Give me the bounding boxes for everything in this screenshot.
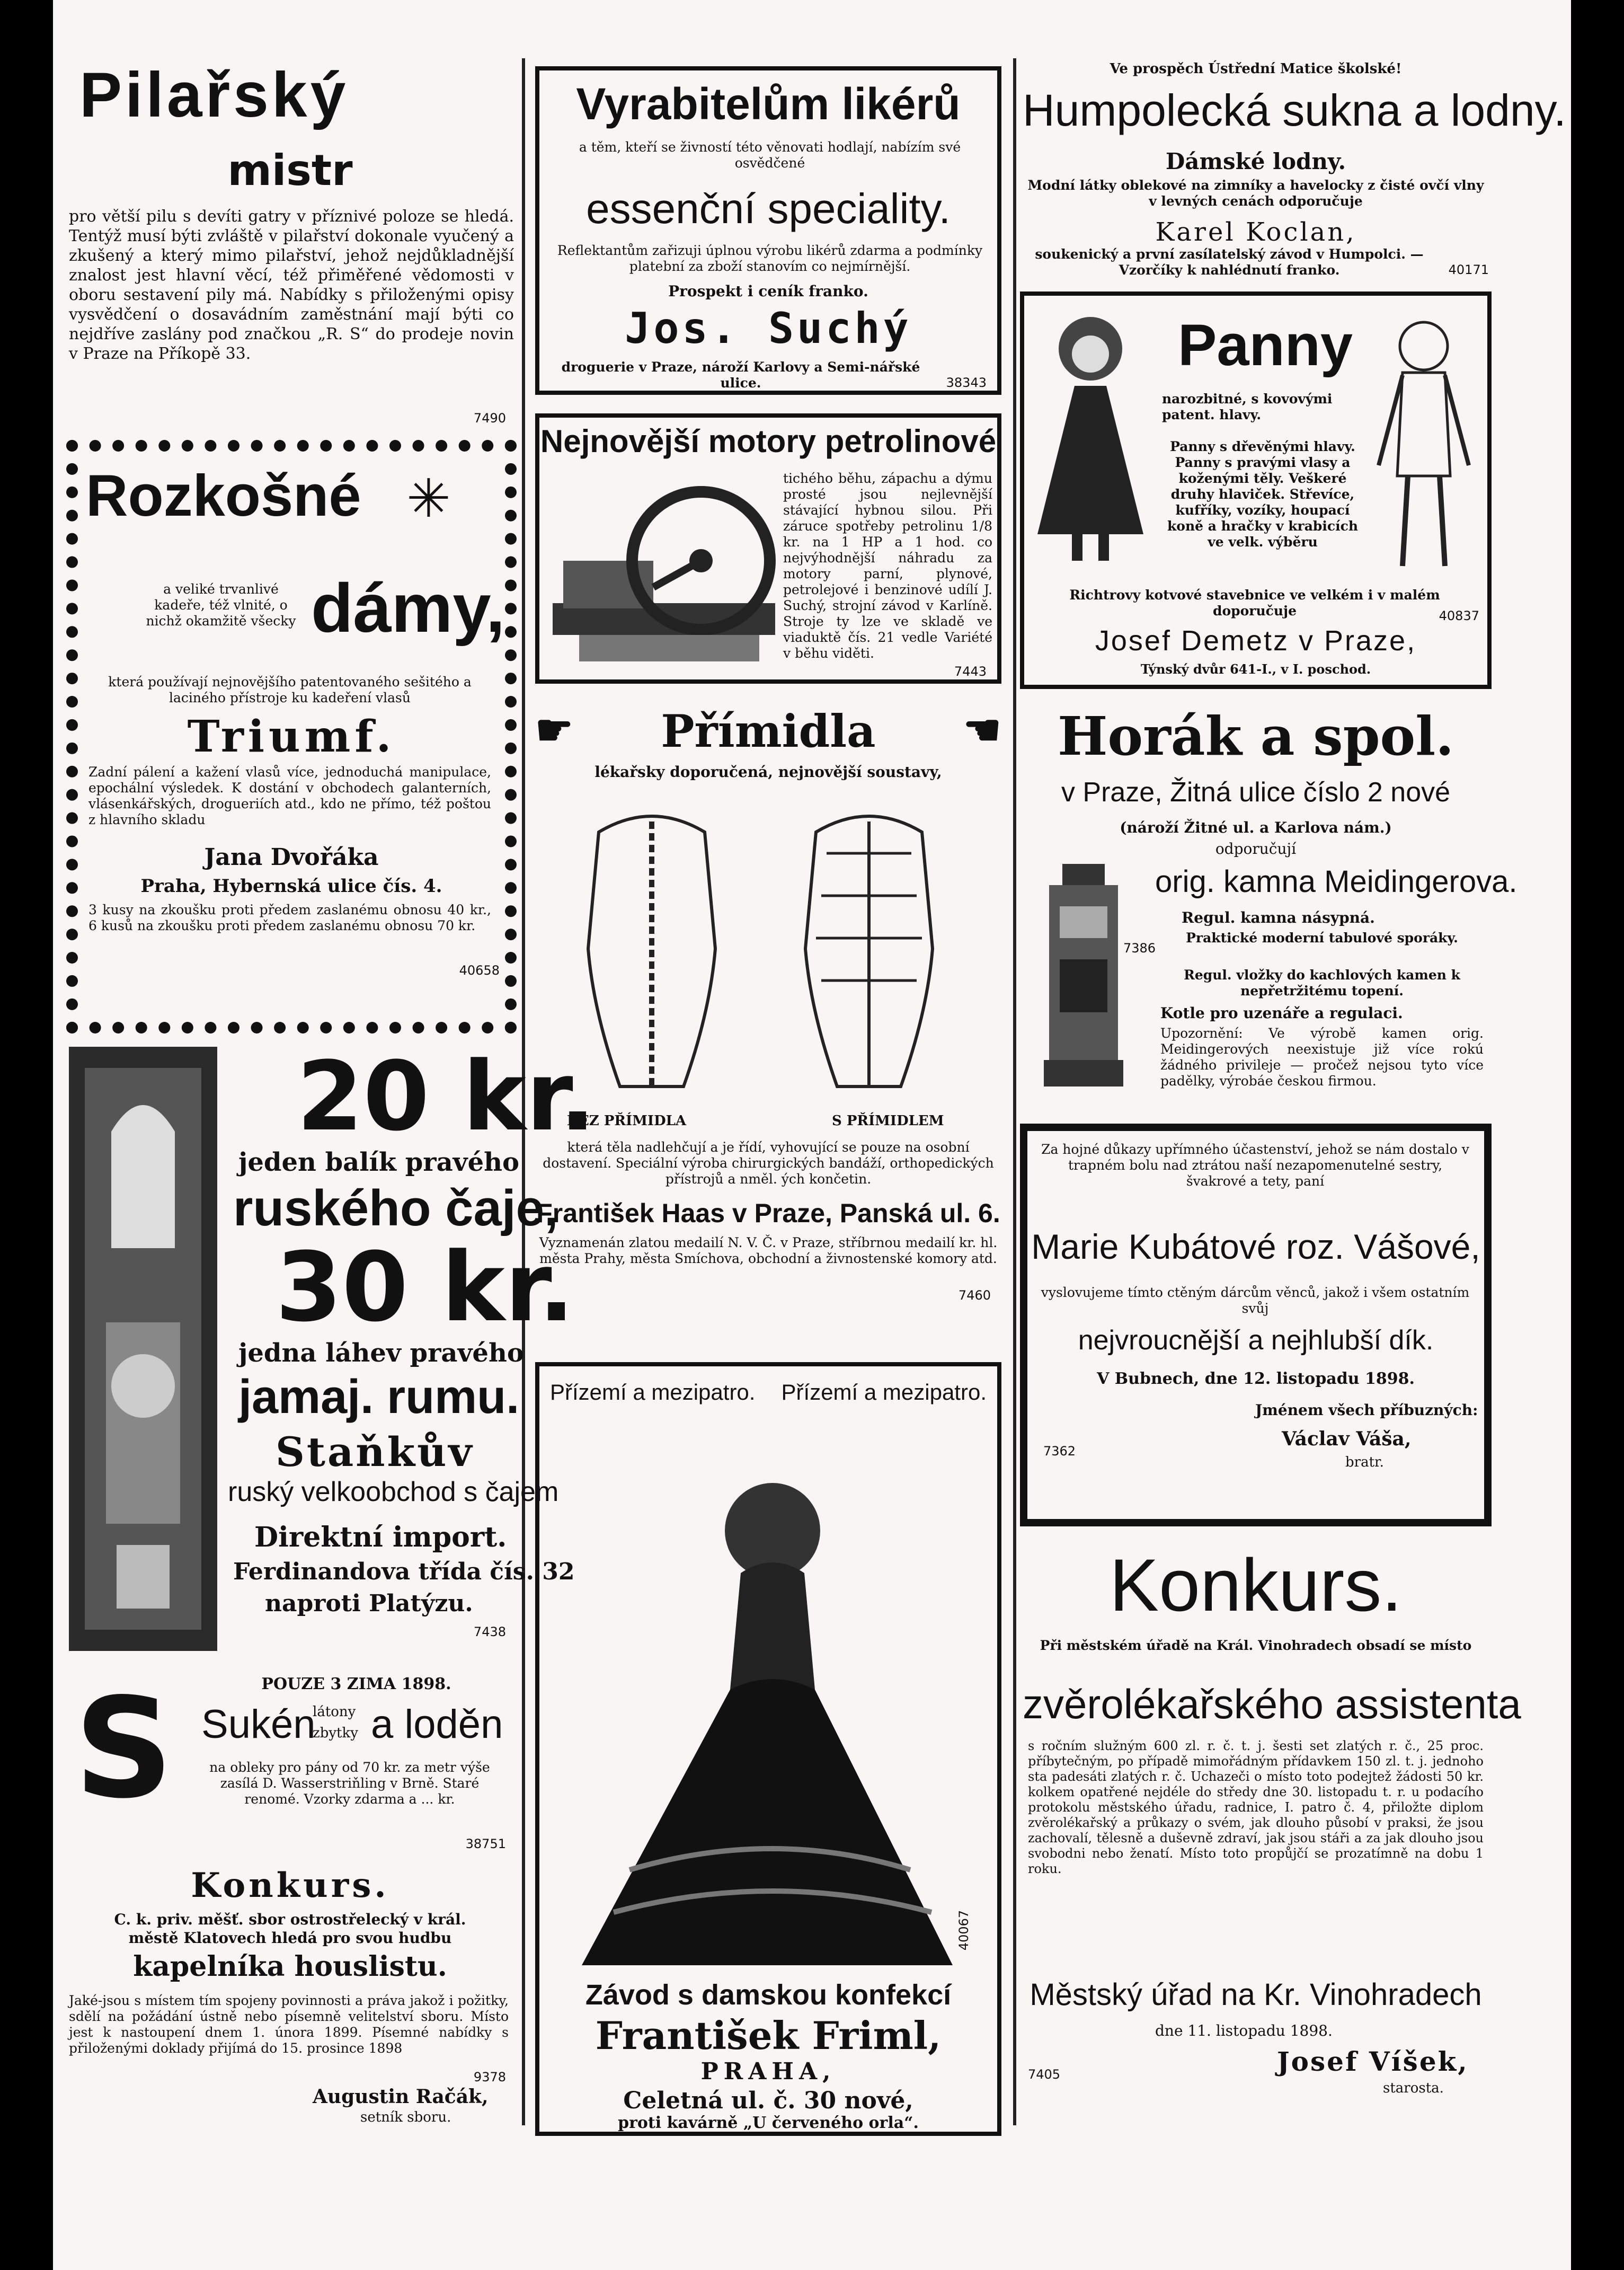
ad-text: lékařsky doporučená, nejnovější soustavy, (594, 763, 942, 781)
ad-firm: Jos. Suchý (625, 304, 912, 353)
ad-address: naproti Platýzu. (265, 1590, 473, 1617)
ad-text: Přízemí a mezipatro. (781, 1380, 987, 1405)
ad-body: pro větší pilu s devíti gatry v příznivé poloze se hledá. Tentýž musí býti zvláště v pilařství dokonale vyučený a zkušený a který mimo pilařství, jehož nejdůkladnější znalost jest hlavní věcí, též přiměřené vědomosti v oboru sestavení pily má. Nabídky s přiloženými opisy vysvědčení o dosavádním zaměstnání mají býti co nejdříve zaslány pod značkou „R. S“ do prodeje novin v Praze na Příkopě 33. (69, 207, 514, 363)
ad-title: Horák a spol. (1057, 705, 1454, 767)
ad-text: Reflektantům zařizuji úplnou výrobu likérů zdarma a podmínky platební za zboží stanovím co nejmírnější. (557, 243, 983, 274)
ad-text: Prospekt i ceník franko. (668, 282, 868, 300)
ad-text: Richtrovy kotvové stavebnice ve velkém i v malém doporučuje (1069, 587, 1440, 619)
ad-body: která těla nadlehčují a je řídí, vyhovující se pouze na osobní dostavení. Speciální výroba chirurgických bandáží, orthopedických přístrojů a nměl. ých končetin. (543, 1140, 994, 1187)
ad-address: droguerie v Praze, nároží Karlovy a Semi-nářské ulice. (561, 359, 920, 391)
ad-body: Vyznamenán zlatou medailí N. V. Č. v Praze, stříbrnou medailí kr. hl. města Prahy, města Smíchova, obchodní a živnostenské komory atd. (539, 1235, 998, 1266)
ad-text: (nároží Žitné ul. a Karlova nám.) (1120, 819, 1392, 836)
ad-signature-title: setník sboru. (360, 2109, 451, 2125)
pointing-hand-icon: ☛ (963, 705, 1001, 755)
ad-address: Týnský dvůr 641-I., v I. poschod. (1140, 661, 1371, 677)
ad-title: Rozkošné (86, 463, 361, 528)
ad-text: jeden balík pravého (238, 1147, 520, 1177)
ad-vendor: Jana Dvořáka (204, 844, 379, 871)
ad-text: Jménem všech příbuzných: (1255, 1401, 1478, 1419)
column-rule (1013, 58, 1016, 2125)
caption-with: S PŘÍMIDLEM (832, 1113, 944, 1129)
ad-text: Upozornění: Ve výrobě kamen orig. Meidingerových neexistuje již více rokú žádného privileje — pročež nejsou tyto více padělky, výrobáe českou firmou. (1160, 1026, 1484, 1089)
ad-motory (535, 413, 1001, 684)
ad-header: Ve prospěch Ústřední Matice školské! (1110, 61, 1402, 77)
ad-number: 38343 (946, 375, 987, 390)
ad-signature-title: starosta. (1383, 2080, 1444, 2096)
ad-text: Regul. vložky do kachlových kamen k nepřetržitému topení. (1184, 967, 1460, 999)
ad-subtitle: mistr (227, 146, 353, 195)
ad-title: Panny (1178, 313, 1353, 378)
ad-headline: essenční speciality. (586, 185, 951, 232)
ad-name: Karel Koclan, (1155, 217, 1356, 247)
ad-number: 7362 (1043, 1444, 1076, 1459)
ad-address: Celetná ul. č. 30 nové, (623, 2087, 913, 2114)
ad-text: Panny s dřevěnými hlavy. Panny s pravými vlasy a koženými těly. Veškeré druhy hlaviček. Střevíce, kufříky, vozíky, houpací koně a hračky v krabicích ve velk. výběru (1167, 439, 1359, 550)
left-margin-bar (0, 0, 53, 2270)
caption-without: BEZ PŘÍMIDLA (567, 1113, 687, 1129)
corset-illustration-icon (540, 790, 996, 1108)
ad-address: proti kavárně „U červeného orla“. (618, 2114, 919, 2132)
ad-body: Jaké-jsou s místem tím spojeny povinnosti a práva jakož i požitky, sdělí na požádání ústně nebo písemně velitelství sboru. Místo jest k nastoupení dnem 1. února 1899. Písemné nabídky s přiloženými doklady přijímá do 15. prosince 1898 (69, 1993, 509, 2056)
ad-headline: zvěrolékařského assistenta (1023, 1681, 1521, 1727)
ad-text: Kotle pro uzenáře a regulaci. (1160, 1004, 1403, 1022)
ad-firm: František Haas v Praze, Panská ul. 6. (536, 1198, 1000, 1228)
ad-text: Za hojné důkazy upřímného účastenství, jehož se nám dostalo v trapném bolu nad ztrátou naší nezapomenutelné sestry, švakrové a tety, paní (1041, 1142, 1469, 1189)
ad-text: Přízemí a mezipatro. (550, 1380, 756, 1405)
ad-humpolecka (1023, 58, 1566, 281)
ad-text: která používají nejnovějšího patentovaného sešitého a laciného přístroje ku kadeření vlasů (108, 674, 472, 705)
tea-picture-icon (64, 1047, 223, 1651)
ad-kubatova-thanks (1020, 1124, 1492, 1526)
ad-text: C. k. priv. měšť. sbor ostrostřelecký v král. (114, 1911, 466, 1928)
ad-text: látony (313, 1704, 356, 1720)
ad-header: POUZE 3 ZIMA 1898. (261, 1675, 451, 1693)
ad-date: V Bubnech, dne 12. listopadu 1898. (1097, 1370, 1415, 1388)
ad-text: vyslovujeme tímto ctěným dárcům věnců, jakož i všem ostatním svůj (1041, 1285, 1470, 1316)
ad-konkurs-kapelnik (64, 1866, 517, 2141)
price-tea: 20 kr. (297, 1041, 596, 1152)
ad-body: na obleky pro pány od 70 kr. za metr výše zasílá D. Wasserstriňling v Brně. Staré renomé. Vzorky zdarma a ... kr. (209, 1760, 490, 1807)
ad-firm: František Friml, (595, 2013, 942, 2058)
ad-brand: Staňkův (276, 1428, 474, 1476)
ad-text: Při městském úřadě na Král. Vinohradech obsadí se místo (1040, 1638, 1472, 1653)
ad-text: a veliké trvanlivé kadeře, též vlnité, o nichž okamžitě všecky (146, 581, 296, 629)
ad-signature: Václav Váša, (1282, 1428, 1412, 1450)
ad-headline: nejvroucnější a nejhlubší dík. (1078, 1325, 1434, 1356)
ad-text: 3 kusy na zkoušku proti předem zaslanému obnosu 40 kr., 6 kusů na zkoušku proti předem zaslanému obnosu 70 kr. (88, 902, 491, 933)
star-ornament-icon: ✳ (406, 467, 451, 529)
big-s-letter-icon: S (74, 1669, 174, 1829)
ad-subtitle: v Praze, Žitná ulice číslo 2 nové (1061, 777, 1451, 808)
ad-city: PRAHA, (700, 2058, 836, 2085)
ad-horak (1023, 705, 1517, 1140)
petrol-engine-icon (547, 471, 780, 672)
lady-dress-illustration-icon (550, 1414, 984, 1976)
ad-text: Zadní pálení a kažení vlasů více, jednoduchá manipulace, epochální výsledek. K dostání v obchodech galanterních, vlásenkářských, drogueriích atd., kdo ne přímo, též poštou z hlavního skladu (88, 764, 491, 827)
ad-number: 7460 (958, 1288, 991, 1303)
ad-number: 7490 (473, 411, 506, 426)
ad-text: a těm, kteří se živností této věnovati hodlají, nabízím své osvědčené (579, 139, 961, 171)
ad-office: Městský úřad na Kr. Vinohradech (1030, 1977, 1482, 2012)
ad-number: 40067 (956, 1910, 971, 1951)
ad-number: 40171 (1448, 262, 1489, 277)
ad-headline: kapelníka houslistu. (133, 1950, 447, 1983)
ad-title: Konkurs. (1109, 1543, 1403, 1627)
ad-text: ruský velkoobchod s čajem (228, 1477, 559, 1507)
ad-title: Nejnovější motory petrolinové (540, 423, 997, 459)
ad-brand: Triumf. (187, 711, 396, 762)
ad-friml (535, 1362, 1001, 2136)
ad-likeru (535, 66, 1001, 395)
ad-name: Marie Kubátové roz. Vášové, (1031, 1227, 1480, 1266)
ad-title: Pilařský (79, 59, 349, 130)
ad-text: narozbitné, s kovovými patent. hlavy. (1162, 391, 1333, 422)
doll-illustration-icon (1032, 312, 1149, 566)
ad-address: Praha, Hybernská ulice čís. 4. (140, 876, 442, 897)
ad-signature-title: bratr. (1345, 1454, 1384, 1470)
ad-headline: orig. kamna Meidingerova. (1155, 864, 1517, 899)
ad-text: jedna láhev pravého (238, 1338, 524, 1368)
ad-text: Praktické moderní tabulové sporáky. (1186, 930, 1458, 946)
ad-title: Přímidla (661, 705, 876, 757)
ad-address: Ferdinandova třída čís. 32 (233, 1558, 575, 1585)
ad-text: odporučují (1215, 840, 1297, 858)
ad-headline: Sukén (201, 1702, 316, 1747)
ad-date: dne 11. listopadu 1898. (1155, 2022, 1333, 2039)
ad-title: Humpolecká sukna a lodny. (1023, 85, 1566, 135)
pointing-hand-icon: ☛ (535, 705, 573, 755)
doll-body-illustration-icon (1371, 317, 1477, 571)
ad-primidla (535, 700, 1001, 1330)
ad-number: 7386 (1123, 941, 1156, 956)
ad-headline: a loděn (371, 1702, 503, 1747)
ad-text: zbytky (313, 1725, 358, 1741)
ad-body: soukenický a první zasílatelský závod v Humpolci. — Vzorčíky k nahlédnutí franko. (1035, 246, 1424, 278)
ad-body: Modní látky oblekové na zimníky a havelocky z čisté ovčí vlny v levných cenách odporučuje (1027, 178, 1484, 209)
ad-text: městě Klatovech hledá pro svou hudbu (128, 1929, 452, 1947)
ad-body: s ročním služným 600 zl. r. č. t. j. šesti set zlatých r. č., 25 proc. příbytečným, po případě mimořádným přídavkem 150 zl. t. j. jednoho sta padesáti zlatých r. č. Uchazeči o místo toto podejtež žádosti 50 kr. kolkem opatřené nejdéle do středy dne 30. listopadu t. r. u podacího protokolu městského úřadu, radnice, I. patro č. 4, přiložte diplom zvěrolékařský a průkazy o svém, jak dlouho působí v praksi, že jsou zachovalí, tělesně a duševně zdraví, jak jsou stáři a za jak dlouho jsou svobodni nebo ženatí. Místo toto propůjčí se prozatímně na dobu 1 roku. (1028, 1738, 1484, 1876)
ad-signature: Augustin Račák, (313, 2086, 489, 2108)
ad-panny (1020, 292, 1492, 689)
ad-konkurs-vinohrady (1023, 1542, 1521, 2141)
ad-number: 40658 (459, 963, 500, 978)
ad-firm: Josef Demetz v Praze, (1095, 625, 1417, 657)
ad-stankuv-caj (64, 1041, 596, 1662)
ad-number: 40837 (1439, 608, 1479, 623)
ad-text: Direktní import. (254, 1521, 507, 1553)
ad-pilarsky-mistr (64, 58, 517, 429)
price-rum: 30 kr. (276, 1232, 575, 1343)
right-margin-bar (1571, 0, 1624, 2270)
ad-number: 38751 (465, 1836, 506, 1851)
ad-headline: jamaj. rumu. (238, 1371, 520, 1424)
ad-headline: ruského čaje, (233, 1180, 558, 1236)
ad-signature: Josef Víšek, (1277, 2046, 1469, 2077)
ad-rozkosne (66, 440, 517, 1034)
ad-sukna-loden (64, 1669, 517, 1855)
ad-body: tichého běhu, zápachu a dýmu prosté jsou nejlevnější stávající hybnou silou. Při záruce spotřeby petrolinu 1/8 kr. na 1 HP a 1 hod. co nejvýhodnější náhradu za motory parní, plynové, petrolejové i benzinové udílí J. Suchý, strojní závod v Karlíně. Stroje ty lze ve skladě ve viaduktě čís. 21 vedle Variété v běhu viděti. (783, 471, 992, 661)
ad-text: Regul. kamna násypná. (1182, 909, 1375, 926)
ad-number: 7438 (473, 1624, 506, 1639)
ad-number: 7443 (954, 664, 987, 679)
ad-number: 9378 (473, 2070, 506, 2084)
ad-number: 7405 (1028, 2067, 1061, 2082)
ad-text: Závod s damskou konfekcí (585, 1979, 952, 2011)
ad-title: Konkurs. (191, 1866, 389, 1905)
ad-headline: dámy, (311, 569, 505, 647)
stove-illustration-icon (1033, 864, 1134, 1092)
ad-subtitle: Dámské lodny. (1165, 148, 1346, 174)
ad-title: Vyrabitelům likérů (576, 79, 961, 129)
